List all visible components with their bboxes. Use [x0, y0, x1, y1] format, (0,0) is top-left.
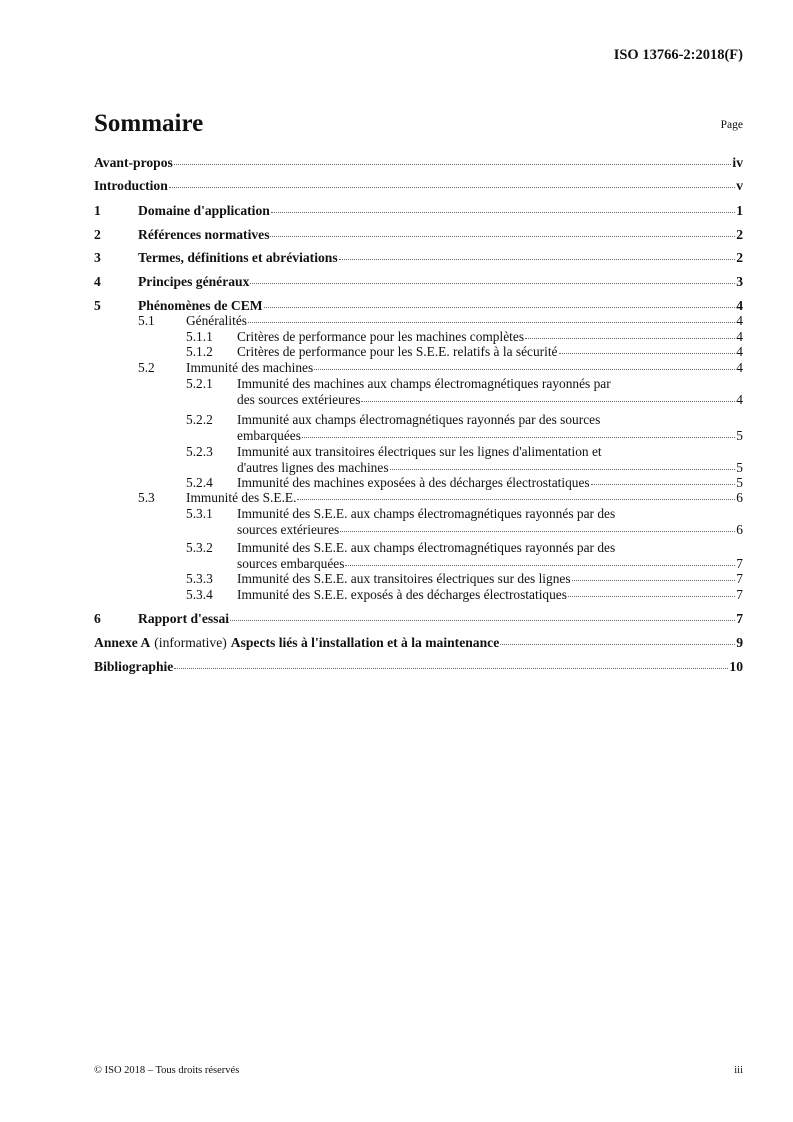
toc-entry[interactable]: [94, 506, 743, 538]
toc-entry-title: Critères de performance pour les S.E.E. relatifs à la sécurité: [237, 344, 558, 359]
toc-entry-title: Immunité des S.E.E. aux champs électromagnétiques rayonnés par des: [237, 506, 616, 521]
toc-entry-line: [237, 522, 743, 538]
dot-leader: [174, 668, 728, 669]
toc-entry-page: 5: [736, 460, 743, 475]
toc-entry-title-continued: sources extérieures: [237, 522, 340, 537]
dot-leader: [169, 187, 735, 188]
toc-entry-page: 9: [736, 635, 743, 650]
toc-entry-title: Phénomènes de CEM: [138, 298, 263, 313]
toc-entry-page: 5: [736, 475, 743, 490]
dot-leader: [230, 620, 735, 621]
toc-entry-title: Immunité des S.E.E. exposés à des décharges électrostatiques: [237, 587, 567, 602]
toc-entry-title-continued: sources embarquées: [237, 556, 345, 571]
toc-entry-line: [138, 298, 743, 314]
toc-title: Sommaire: [94, 110, 204, 137]
toc-entry-line: [237, 571, 743, 587]
dot-leader: [250, 283, 735, 284]
toc-entry-page: 7: [736, 587, 743, 602]
toc-entry-line: [94, 635, 743, 651]
toc-entry-number: 3: [94, 250, 101, 265]
toc-entry[interactable]: [94, 360, 743, 376]
toc-entry-title: Principes généraux: [138, 274, 250, 289]
toc-entry[interactable]: [94, 444, 743, 476]
toc-entry-line: [138, 203, 743, 219]
toc-entry-title: Immunité des machines: [186, 360, 314, 375]
toc-entry-page: 6: [736, 522, 743, 537]
toc-entry-page: 10: [729, 659, 743, 674]
toc-entry-line: [237, 587, 743, 603]
toc-entry-title: Immunité des machines exposées à des décharges électrostatiques: [237, 475, 590, 490]
toc-entry-line: [237, 460, 743, 476]
toc-entry-line: [138, 227, 743, 243]
dot-leader: [248, 322, 735, 323]
toc-entry[interactable]: [94, 475, 743, 491]
toc-entry[interactable]: [94, 490, 743, 506]
toc-entry-page: 7: [736, 571, 743, 586]
toc-entry[interactable]: [94, 155, 743, 171]
toc-entry-page: 4: [736, 313, 743, 328]
toc-entry[interactable]: [94, 659, 743, 675]
toc-entry-page: 7: [736, 556, 743, 571]
dot-leader: [340, 531, 735, 532]
toc-entry-number: 5.3.2: [186, 540, 213, 555]
dot-leader: [174, 164, 732, 165]
page-column-label: Page: [720, 119, 743, 131]
toc-entry-line: [186, 313, 743, 329]
toc-entry[interactable]: [94, 635, 743, 651]
toc-entry-title: Avant-propos: [94, 155, 173, 170]
dot-leader: [339, 259, 736, 260]
toc-entry-title: Rapport d'essai: [138, 611, 230, 626]
toc-entry-number: 4: [94, 274, 101, 289]
toc-entry-page: 7: [736, 611, 743, 626]
toc-entry-line: [237, 556, 743, 572]
toc-entry-title: Domaine d'application: [138, 203, 270, 218]
dot-leader: [500, 644, 735, 645]
toc-entry-page: 4: [736, 344, 743, 359]
toc-entry-number: 5.3: [138, 490, 155, 505]
toc-entry-page: 1: [736, 203, 743, 218]
toc-entry-line: [186, 490, 743, 506]
toc-entry-line: [237, 344, 743, 360]
toc-entry[interactable]: [94, 178, 743, 194]
dot-leader: [264, 307, 736, 308]
toc-entry[interactable]: [94, 412, 743, 444]
toc-entry-number: 5.1.2: [186, 344, 213, 359]
page-number: iii: [734, 1065, 743, 1076]
toc-entry[interactable]: [94, 203, 743, 219]
toc-entry-line: [237, 428, 743, 444]
toc-entry-title: Immunité des S.E.E.: [186, 490, 297, 505]
toc-entry-title: Immunité aux champs électromagnétiques rayonnés par des sources: [237, 412, 601, 427]
toc-entry-title-continued: d'autres lignes des machines: [237, 460, 389, 475]
toc-entry-page: 2: [736, 250, 743, 265]
copyright: © ISO 2018 – Tous droits réservés: [94, 1065, 240, 1076]
toc-entry-page: 6: [736, 490, 743, 505]
toc-entry-title: Annexe A: [94, 635, 151, 650]
dot-leader: [271, 212, 735, 213]
dot-leader: [297, 499, 735, 500]
toc-entry-annex-type: (informative): [154, 635, 227, 650]
toc-entry-number: 5.2.2: [186, 412, 213, 427]
toc-entry-page: v: [736, 178, 743, 193]
toc-entry-line: [138, 274, 743, 290]
toc-entry-page: 5: [736, 428, 743, 443]
toc-entry[interactable]: [94, 587, 743, 603]
toc-entry-number: 5.2.4: [186, 475, 213, 490]
toc-entry-line: [94, 659, 743, 675]
toc-entry[interactable]: [94, 376, 743, 408]
toc-entry-annex-title: Aspects liés à l'installation et à la maintenance: [230, 635, 500, 650]
toc-entry-page: 4: [736, 392, 743, 407]
toc-entry-title: Termes, définitions et abréviations: [138, 250, 338, 265]
dot-leader: [390, 469, 736, 470]
toc-entry[interactable]: [94, 571, 743, 587]
toc-entry-number: 5.3.3: [186, 571, 213, 586]
toc-entry[interactable]: [94, 344, 743, 360]
toc-entry-number: 5.3.4: [186, 587, 213, 602]
toc-entry-number: 2: [94, 227, 101, 242]
toc-entry-title-continued: des sources extérieures: [237, 392, 361, 407]
toc-entry-number: 5.1: [138, 313, 155, 328]
toc-entry-page: iv: [732, 155, 743, 170]
toc-entry-line: [138, 250, 743, 266]
dot-leader: [525, 338, 735, 339]
dot-leader: [568, 596, 735, 597]
document-id: ISO 13766-2:2018(F): [613, 47, 743, 63]
dot-leader: [591, 484, 736, 485]
toc-entry[interactable]: [94, 274, 743, 290]
toc-entry-line: [186, 360, 743, 376]
toc-entry-title-continued: embarquées: [237, 428, 301, 443]
toc-entry-number: 5.2.1: [186, 376, 213, 391]
dot-leader: [361, 401, 735, 402]
toc-entry-title: Critères de performance pour les machines complètes: [237, 329, 525, 344]
toc-entry-number: 5: [94, 298, 101, 313]
dot-leader: [559, 353, 736, 354]
toc-entry-page: 4: [736, 298, 743, 313]
toc-entry[interactable]: [94, 611, 743, 627]
toc-entry-number: 1: [94, 203, 101, 218]
toc-entry-number: 5.1.1: [186, 329, 213, 344]
dot-leader: [314, 369, 735, 370]
toc-entry-title: Immunité des machines aux champs électromagnétiques rayonnés par: [237, 376, 611, 391]
toc-entry-title: Bibliographie: [94, 659, 174, 674]
toc-entry-line: [94, 155, 743, 171]
toc-entry-line: [237, 392, 743, 408]
toc-entry-title: Immunité des S.E.E. aux transitoires électriques sur des lignes: [237, 571, 571, 586]
toc-entry-number: 6: [94, 611, 101, 626]
toc-entry-line: [237, 475, 743, 491]
toc-entry-title: Introduction: [94, 178, 168, 193]
toc-entry-number: 5.3.1: [186, 506, 213, 521]
toc-entry[interactable]: [94, 298, 743, 314]
toc-entry-title: Immunité aux transitoires électriques sur les lignes d'alimentation et: [237, 444, 602, 459]
toc-entry-line: [138, 611, 743, 627]
toc-entry[interactable]: [94, 313, 743, 329]
dot-leader: [572, 580, 736, 581]
toc-entry-title: Références normatives: [138, 227, 270, 242]
toc-entry[interactable]: [94, 329, 743, 345]
toc-entry-page: 3: [736, 274, 743, 289]
toc-entry-number: 5.2.3: [186, 444, 213, 459]
dot-leader: [270, 236, 735, 237]
toc-entry-line: [94, 178, 743, 194]
toc-entry-page: 4: [736, 329, 743, 344]
toc-entry[interactable]: [94, 540, 743, 572]
toc-entry-line: [237, 329, 743, 345]
toc-entry[interactable]: [94, 250, 743, 266]
toc-entry-title: Immunité des S.E.E. aux champs électromagnétiques rayonnés par des: [237, 540, 616, 555]
dot-leader: [345, 565, 735, 566]
toc-entry-page: 4: [736, 360, 743, 375]
page-footer: [94, 1065, 743, 1076]
toc-entry-number: 5.2: [138, 360, 155, 375]
toc-entry-title: Généralités: [186, 313, 247, 328]
dot-leader: [302, 437, 735, 438]
toc-entry-page: 2: [736, 227, 743, 242]
toc-entry[interactable]: [94, 227, 743, 243]
